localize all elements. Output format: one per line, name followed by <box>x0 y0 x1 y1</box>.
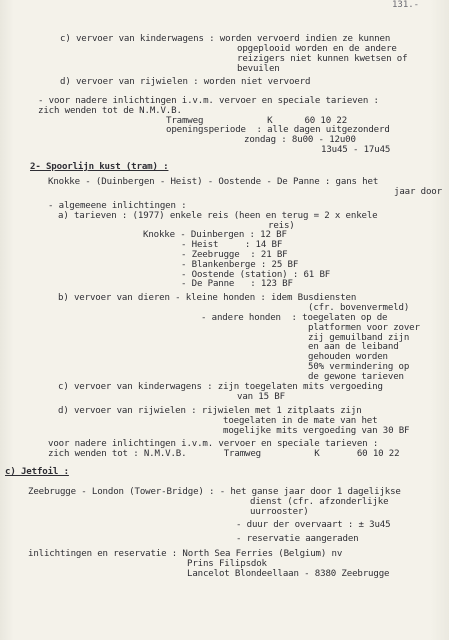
text-line: gehouden worden <box>308 352 388 362</box>
text-line: opgeplooid worden en de andere <box>237 44 397 54</box>
text-line: - duur der overvaart : ± 3u45 <box>236 520 391 530</box>
text-line: inlichtingen en reservatie : North Sea Ferries (Belgium) nv <box>28 549 343 559</box>
fare-line: Knokke - Duinbergen : 12 BF <box>143 230 287 240</box>
text-line: zich wenden tot de N.M.V.B. <box>38 106 182 116</box>
page-number: 131.- <box>392 0 420 10</box>
fare-line: - De Panne : 123 BF <box>181 279 293 289</box>
text-line: de gewone tarieven <box>308 372 404 382</box>
text-line: - algemeene inlichtingen : <box>48 201 187 211</box>
text-line: a) tarieven : (1977) enkele reis (heen en terug = 2 x enkele <box>58 211 378 221</box>
text-line: mogelijke mits vergoeding van 30 BF <box>223 426 410 436</box>
text-line: openingsperiode : alle dagen uitgezonderd <box>166 125 390 135</box>
section-heading: 2- Spoorlijn kust (tram) : <box>30 162 169 172</box>
text-line: 50% vermindering op <box>308 362 410 372</box>
text-line: Knokke - (Duinbergen - Heist) - Oostende - De Panne : gans het <box>48 177 379 187</box>
text-line: - andere honden : toegelaten op de <box>201 313 388 323</box>
text-line: van 15 BF <box>237 392 285 402</box>
text-line: jaar door <box>394 187 442 197</box>
text-line: Lancelot Blondeellaan - 8380 Zeebrugge <box>187 569 390 579</box>
text-line: en aan de leiband <box>308 342 399 352</box>
text-line: 13u45 - 17u45 <box>321 145 391 155</box>
text-line: reis) <box>268 221 295 231</box>
text-line: Prins Filipsdok <box>187 559 267 569</box>
text-line: d) vervoer van rijwielen : rijwielen met 1 zitplaats zijn <box>58 406 362 416</box>
text-line: - voor nadere inlichtingen i.v.m. vervoer en speciale tarieven : <box>38 96 379 106</box>
text-line: toegelaten in de mate van het <box>223 416 378 426</box>
text-line: zij gemuilband zijn <box>308 333 410 343</box>
text-line: platformen voor zover <box>308 323 420 333</box>
text-line: dienst (cfr. afzonderlijke <box>250 497 389 507</box>
text-line: c) vervoer van kinderwagens : zijn toegelaten mits vergoeding <box>58 382 383 392</box>
text-line: uurrooster) <box>250 507 309 517</box>
fare-line: - Oostende (station) : 61 BF <box>181 270 331 280</box>
text-line: Zeebrugge - London (Tower-Bridge) : - het ganse jaar door 1 dagelijkse <box>28 487 401 497</box>
text-line: d) vervoer van rijwielen : worden niet vervoerd <box>60 77 311 87</box>
text-line: (cfr. bovenvermeld) <box>308 303 410 313</box>
fare-line: - Heist : 14 BF <box>181 240 283 250</box>
fare-line: - Blankenberge : 25 BF <box>181 260 299 270</box>
text-line: reizigers niet kunnen kwetsen of <box>237 54 408 64</box>
section-heading: c) Jetfoil : <box>5 467 69 477</box>
text-line: c) vervoer van kinderwagens : worden vervoerd indien ze kunnen <box>60 34 391 44</box>
text-line: bevuilen <box>237 64 280 74</box>
text-line: zich wenden tot : N.M.V.B. Tramweg K 60 10 22 <box>48 449 400 459</box>
text-line: b) vervoer van dieren - kleine honden : idem Busdiensten <box>58 293 357 303</box>
text-line: zondag : 8u00 - 12u00 <box>244 135 356 145</box>
fare-line: - Zeebrugge : 21 BF <box>181 250 288 260</box>
text-line: voor nadere inlichtingen i.v.m. vervoer en speciale tarieven : <box>48 439 379 449</box>
text-line: - reservatie aangeraden <box>236 534 359 544</box>
text-line: Tramweg K 60 10 22 <box>166 116 348 126</box>
